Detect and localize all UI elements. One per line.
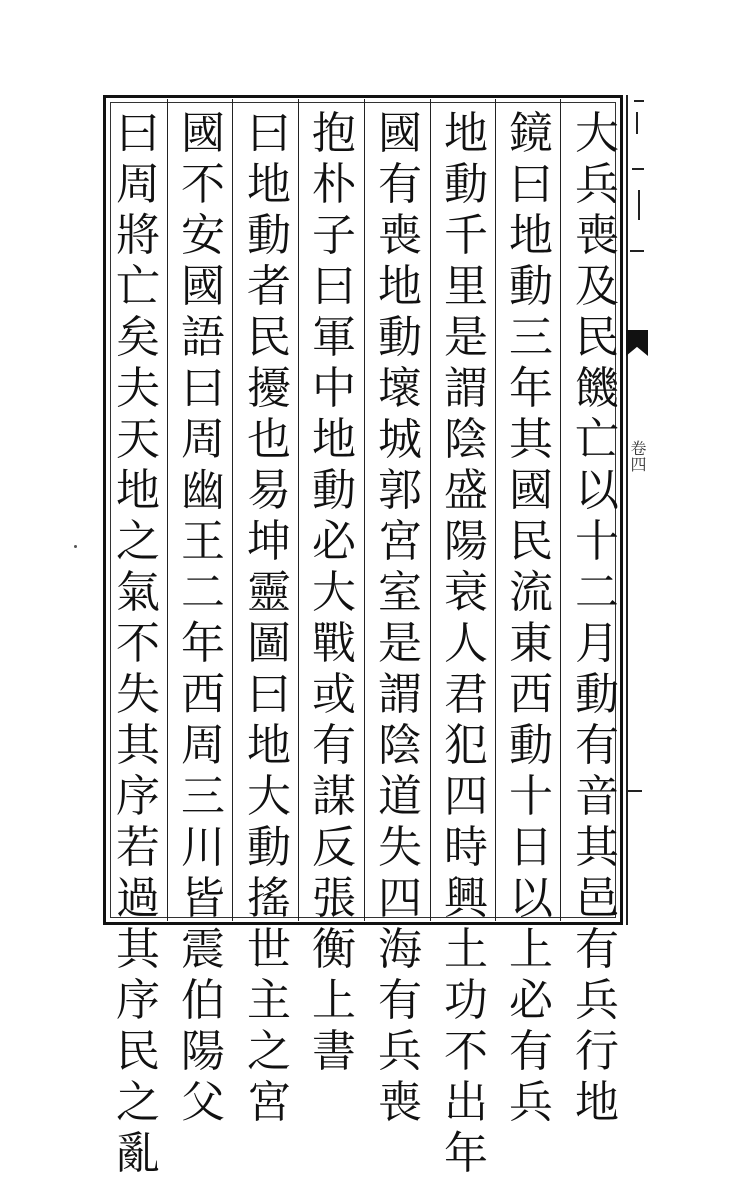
glyph: 行	[575, 1026, 619, 1077]
glyph: 川	[181, 822, 225, 873]
text-column	[175, 108, 231, 1128]
glyph: 兵	[378, 1026, 422, 1077]
glyph: 亡	[116, 261, 160, 312]
glyph: 主	[247, 975, 291, 1026]
glyph: 有	[378, 159, 422, 210]
glyph: 兵	[575, 159, 619, 210]
glyph: 喪	[378, 210, 422, 261]
glyph: 伯	[181, 975, 225, 1026]
glyph: 宮	[378, 516, 422, 567]
glyph: 四	[444, 771, 488, 822]
glyph: 十	[509, 771, 553, 822]
glyph: 饑	[575, 363, 619, 414]
glyph: 土	[444, 924, 488, 975]
glyph: 之	[116, 516, 160, 567]
glyph: 有	[575, 720, 619, 771]
glyph: 時	[444, 822, 488, 873]
glyph: 月	[575, 618, 619, 669]
speck	[74, 545, 77, 548]
text-column	[569, 108, 625, 1128]
glyph: 動	[378, 312, 422, 363]
text-column	[306, 108, 362, 1077]
glyph: 年	[181, 618, 225, 669]
glyph: 周	[181, 720, 225, 771]
glyph: 動	[247, 822, 291, 873]
glyph: 喪	[378, 1077, 422, 1128]
text-segment	[438, 108, 494, 1179]
column-rule	[495, 99, 496, 921]
glyph: 曰	[247, 669, 291, 720]
glyph: 周	[116, 159, 160, 210]
glyph: 年	[444, 1128, 488, 1179]
glyph: 君	[444, 669, 488, 720]
glyph: 四	[378, 873, 422, 924]
glyph: 地	[444, 108, 488, 159]
glyph: 動	[247, 210, 291, 261]
glyph: 以	[509, 873, 553, 924]
glyph: 地	[575, 1077, 619, 1128]
glyph: 宮	[247, 1077, 291, 1128]
glyph: 朴	[312, 159, 356, 210]
glyph: 震	[181, 924, 225, 975]
glyph: 之	[247, 1026, 291, 1077]
glyph: 海	[378, 924, 422, 975]
glyph: 曰	[509, 159, 553, 210]
glyph: 年	[509, 363, 553, 414]
glyph: 矣	[116, 312, 160, 363]
glyph: 民	[509, 516, 553, 567]
glyph: 郭	[378, 465, 422, 516]
glyph: 過	[116, 873, 160, 924]
glyph: 或	[312, 669, 356, 720]
glyph: 父	[181, 1077, 225, 1128]
glyph: 圖	[247, 618, 291, 669]
glyph: 三	[509, 312, 553, 363]
glyph: 將	[116, 210, 160, 261]
glyph: 以	[575, 465, 619, 516]
glyph: 動	[509, 261, 553, 312]
glyph: 地	[509, 210, 553, 261]
glyph: 地	[247, 159, 291, 210]
glyph: 也	[247, 414, 291, 465]
glyph: 張	[312, 873, 356, 924]
column-rule	[560, 99, 561, 921]
glyph: 書	[312, 1026, 356, 1077]
glyph: 其	[116, 924, 160, 975]
glyph: 必	[312, 516, 356, 567]
text-column	[372, 108, 428, 1128]
glyph: 陽	[181, 1026, 225, 1077]
glyph: 不	[116, 618, 160, 669]
glyph: 曰	[181, 363, 225, 414]
glyph: 十	[575, 516, 619, 567]
glyph: 犯	[444, 720, 488, 771]
column-rule	[298, 99, 299, 921]
glyph: 國	[181, 108, 225, 159]
glyph: 大	[247, 771, 291, 822]
glyph: 邑	[575, 873, 619, 924]
glyph: 者	[247, 261, 291, 312]
glyph: 地	[312, 414, 356, 465]
glyph: 上	[509, 924, 553, 975]
glyph: 城	[378, 414, 422, 465]
text-segment	[241, 108, 297, 465]
glyph: 安	[181, 210, 225, 261]
glyph: 千	[444, 210, 488, 261]
text-segment	[569, 1077, 625, 1128]
edge-fragment	[630, 250, 644, 252]
glyph: 謂	[378, 669, 422, 720]
text-segment	[306, 873, 362, 1077]
glyph: 國	[509, 465, 553, 516]
glyph: 動	[444, 159, 488, 210]
glyph: 東	[509, 618, 553, 669]
glyph: 若	[116, 822, 160, 873]
glyph: 其	[509, 414, 553, 465]
glyph: 曰	[116, 108, 160, 159]
glyph: 是	[378, 618, 422, 669]
glyph: 西	[509, 669, 553, 720]
glyph: 王	[181, 516, 225, 567]
glyph: 曰	[247, 108, 291, 159]
glyph: 失	[378, 822, 422, 873]
glyph: 其	[575, 822, 619, 873]
glyph: 有	[509, 1026, 553, 1077]
glyph: 兵	[509, 1077, 553, 1128]
glyph: 動	[575, 669, 619, 720]
column-rule	[232, 99, 233, 921]
text-column	[110, 108, 166, 1179]
glyph: 靈	[247, 567, 291, 618]
glyph: 軍	[312, 312, 356, 363]
text-segment	[503, 108, 559, 1128]
glyph: 有	[378, 975, 422, 1026]
glyph: 大	[312, 567, 356, 618]
glyph: 及	[575, 261, 619, 312]
glyph: 里	[444, 261, 488, 312]
glyph: 抱	[312, 108, 356, 159]
column-rule	[364, 99, 365, 921]
glyph: 動	[509, 720, 553, 771]
glyph: 謂	[444, 363, 488, 414]
glyph: 大	[575, 108, 619, 159]
glyph: 人	[444, 618, 488, 669]
glyph: 動	[312, 465, 356, 516]
glyph: 二	[181, 567, 225, 618]
glyph: 語	[181, 312, 225, 363]
glyph: 易	[247, 465, 291, 516]
glyph: 亡	[575, 414, 619, 465]
glyph: 三	[181, 771, 225, 822]
glyph: 音	[575, 771, 619, 822]
glyph: 日	[509, 822, 553, 873]
glyph: 民	[575, 312, 619, 363]
glyph: 擾	[247, 363, 291, 414]
glyph: 周	[181, 414, 225, 465]
glyph: 西	[181, 669, 225, 720]
binding-edge-line	[626, 95, 628, 925]
edge-fragment	[636, 112, 638, 134]
glyph: 不	[444, 1026, 488, 1077]
glyph: 國	[181, 261, 225, 312]
glyph: 中	[312, 363, 356, 414]
text-segment	[110, 108, 166, 1179]
edge-fragment	[638, 190, 640, 220]
glyph: 盛	[444, 465, 488, 516]
glyph: 謀	[312, 771, 356, 822]
glyph: 其	[116, 720, 160, 771]
glyph: 鏡	[509, 108, 553, 159]
glyph: 功	[444, 975, 488, 1026]
edge-fragment	[628, 790, 642, 792]
glyph: 有	[575, 924, 619, 975]
glyph: 民	[247, 312, 291, 363]
text-column	[438, 108, 494, 1179]
glyph: 壞	[378, 363, 422, 414]
glyph: 搖	[247, 873, 291, 924]
glyph: 是	[444, 312, 488, 363]
glyph: 室	[378, 567, 422, 618]
glyph: 戰	[312, 618, 356, 669]
edge-fragment	[634, 100, 644, 102]
glyph: 民	[116, 1026, 160, 1077]
glyph: 衰	[444, 567, 488, 618]
glyph: 天	[116, 414, 160, 465]
glyph: 反	[312, 822, 356, 873]
glyph: 氣	[116, 567, 160, 618]
margin-label: 卷四	[628, 440, 647, 472]
text-segment	[175, 261, 231, 1128]
text-segment	[372, 108, 428, 261]
glyph: 地	[378, 261, 422, 312]
glyph: 流	[509, 567, 553, 618]
glyph: 衡	[312, 924, 356, 975]
glyph: 不	[181, 159, 225, 210]
glyph: 夫	[116, 363, 160, 414]
column-rule	[430, 99, 431, 921]
glyph: 必	[509, 975, 553, 1026]
glyph: 曰	[312, 261, 356, 312]
text-segment	[241, 465, 297, 1128]
glyph: 上	[312, 975, 356, 1026]
glyph: 失	[116, 669, 160, 720]
glyph: 國	[378, 108, 422, 159]
text-column	[241, 108, 297, 1128]
glyph: 興	[444, 873, 488, 924]
text-segment	[372, 261, 428, 1128]
glyph: 兵	[575, 975, 619, 1026]
text-segment	[306, 108, 362, 873]
glyph: 皆	[181, 873, 225, 924]
glyph: 子	[312, 210, 356, 261]
glyph: 序	[116, 975, 160, 1026]
glyph: 二	[575, 567, 619, 618]
text-column	[503, 108, 559, 1128]
glyph: 道	[378, 771, 422, 822]
glyph: 陰	[378, 720, 422, 771]
glyph: 有	[312, 720, 356, 771]
glyph: 喪	[575, 210, 619, 261]
glyph: 地	[247, 720, 291, 771]
edge-fragment	[632, 168, 644, 170]
glyph: 亂	[116, 1128, 160, 1179]
glyph: 陽	[444, 516, 488, 567]
glyph: 幽	[181, 465, 225, 516]
glyph: 地	[116, 465, 160, 516]
glyph: 世	[247, 924, 291, 975]
glyph: 坤	[247, 516, 291, 567]
glyph: 序	[116, 771, 160, 822]
text-segment	[569, 108, 625, 1077]
text-segment	[175, 108, 231, 261]
glyph: 出	[444, 1077, 488, 1128]
column-rule	[167, 99, 168, 921]
fishtail-mark	[626, 330, 648, 356]
glyph: 之	[116, 1077, 160, 1128]
glyph: 陰	[444, 414, 488, 465]
